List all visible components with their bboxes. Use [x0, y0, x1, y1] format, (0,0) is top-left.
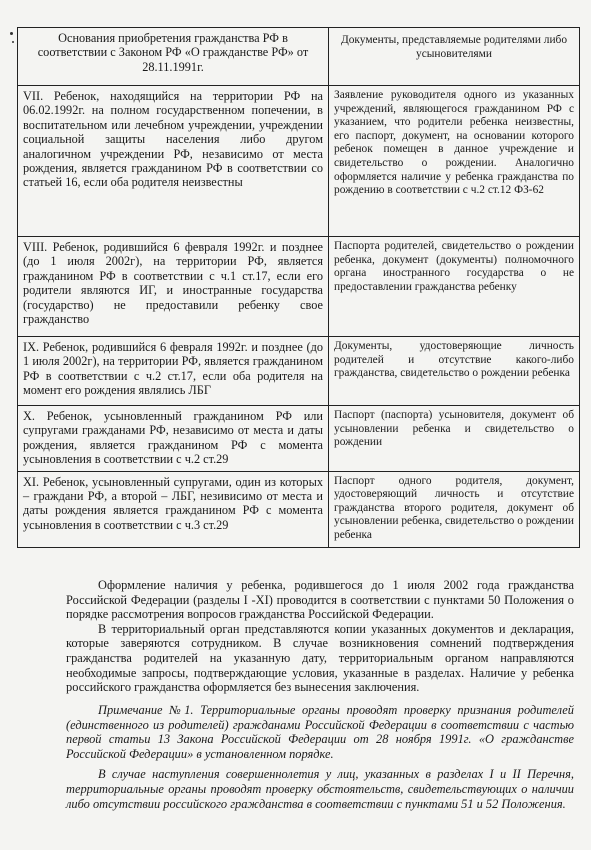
table-row [18, 86, 580, 237]
table-row [18, 406, 580, 472]
row-basis-cell: XI. Ребенок, усыновленный супругами, один из которых – граждани РФ, а второй – ЛБГ, незивисимо от места и даты рождения является гражданином РФ с момента усыновления в соответствии с ч.3 ст.29 [18, 471, 329, 547]
table-row [18, 237, 580, 337]
row-basis-cell: X. Ребенок, усыновленный гражданином РФ или супругами гражданами РФ, независимо от места и даты рождения, является гражданином РФ с момента усыновления в соответствии с ч.2 ст.29 [18, 406, 329, 472]
body-text [66, 578, 574, 695]
note-paragraph: В случае наступления совершеннолетия у лиц, указанных в разделах I и II Перечня, территориальные органы проводят проверку обстоятельств, свидетельствующих о наличии либо отсутствии российского гражданства в соответствии с пунктами 51 и 52 Положения. [66, 767, 574, 811]
scan-speck [12, 41, 14, 43]
row-documents-cell: Заявление руководителя одного из указанных учреждений, являющегося гражданином РФ с указанием, что родители ребенка неизвестны, его паспорт, документ, на основании которого ребенок помещен в данное учреждение и свидетельство о рождении. Аналогично оформляется наличие у ребенка гражданства по рождению в соответствии с ч.2 ст.12 ФЗ-62 [329, 86, 580, 237]
notes-text [66, 703, 574, 811]
paragraph: В территориальный орган представляются копии указанных документов и декларация, которые заверяются сотрудником. В случае возникновения сомнений подтверждения гражданства родителей на указанную дату, территориальным органом направляются необходимые запросы, подтверждающие условия, указанные в разделах. Наличие у ребенка российского гражданства оформляется без вынесения заключения. [66, 621, 574, 695]
table-row [18, 337, 580, 406]
row-basis-cell: VII. Ребенок, находящийся на территории РФ на 06.02.1992г. на полном государственном попечении, в воспитательном или лечебном учреждении, учреждении социальной защиты населения либо другом аналогичном учреждении РФ, независимо от места рождения, является гражданином РФ в соответствии со статьей 16, если оба родителя неизвестны [18, 86, 329, 237]
row-documents-cell: Документы, удостоверяющие личность родителей и отсутствие какого-либо гражданства, свидетельство о рождении ребенка [329, 337, 580, 406]
table-header-row [18, 28, 580, 86]
paragraph: Оформление наличия у ребенка, родившегося до 1 июля 2002 года гражданства Российской Федерации (разделы I -XI) проводится в соответствии с пунктами 50 Положения о порядке рассмотрения вопросов гражданства Российской Федерации. [66, 578, 574, 622]
citizenship-table [17, 27, 580, 548]
header-left-cell: Основания приобретения гражданства РФ в соответствии с Законом РФ «О гражданстве РФ» от 28.11.1991г. [18, 28, 329, 86]
row-basis-cell: VIII. Ребенок, родившийся 6 февраля 1992г. и позднее (до 1 июля 2002г), на территории РФ, является гражданином РФ в соответствии с ч.1 ст.17, если его родители являются ИГ, и иностранные государства (государство) не предоставили ребенку свое гражданство [18, 237, 329, 337]
row-documents-cell: Паспорта родителей, свидетельство о рождении ребенка, документ (документы) полномочного органа иностранного государства о не предоставлении гражданства ребенку [329, 237, 580, 337]
row-basis-cell: IX. Ребенок, родившийся 6 февраля 1992г. и позднее (до 1 июля 2002г), на территории РФ, является гражданином РФ в соответствии с ч.2 ст.17, если оба родителя на момент его рождения являлись ЛБГ [18, 337, 329, 406]
row-documents-cell: Паспорт одного родителя, документ, удостоверяющий личность и отсутствие гражданства второго родителя, документ об усыновлении ребенка, свидетельство о рождении ребенка [329, 471, 580, 547]
header-right-cell: Документы, представляемые родителями либо усыновителями [329, 28, 580, 86]
row-documents-cell: Паспорт (паспорта) усыновителя, документ об усыновлении ребенка и свидетельство о рождении [329, 406, 580, 472]
note-paragraph: Примечание №1. Территориальные органы проводят проверку признания родителей (единственного из родителей) гражданами Российской Федерации в соответствии с частью первой статьи 13 Закона Российской Федерации от 28 ноября 1991г. «О гражданстве Российской Федерации» в установленном порядке. [66, 703, 574, 761]
scan-speck [10, 32, 13, 35]
table-row [18, 471, 580, 547]
